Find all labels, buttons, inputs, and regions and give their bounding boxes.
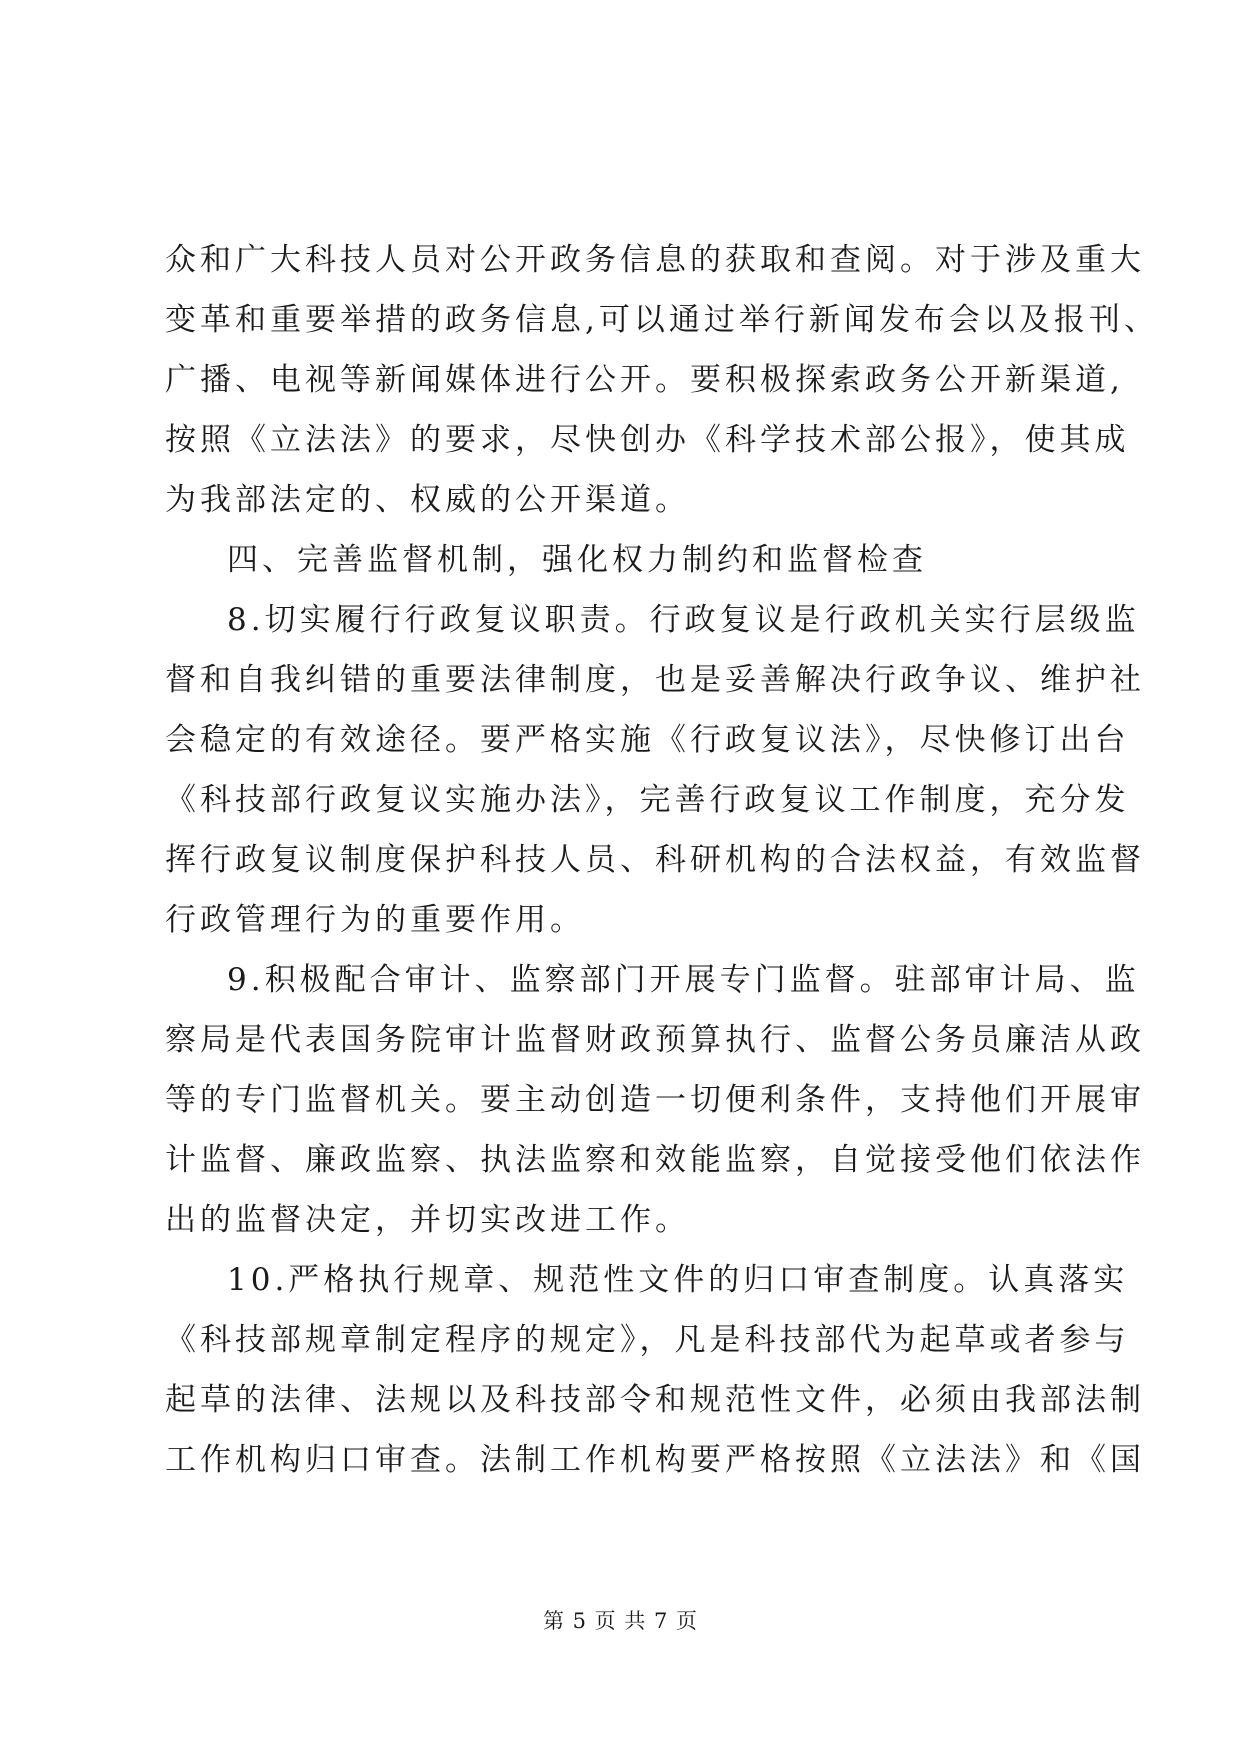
text-line: 9.积极配合审计、监察部门开展专门监督。驻部审计局、监 xyxy=(227,962,1140,998)
text-line: 起草的法律、法规以及科技部令和规范性文件，必须由我部法制 xyxy=(165,1382,1145,1418)
text-line: 行政管理行为的重要作用。 xyxy=(165,902,585,938)
page-footer: 第 5 页 共 7 页 xyxy=(542,1609,699,1633)
text-line: 督和自我纠错的重要法律制度，也是妥善解决行政争议、维护社 xyxy=(165,662,1145,698)
text-line: 会稳定的有效途径。要严格实施《行政复议法》，尽快修订出台 xyxy=(165,722,1130,758)
text-line: 《科技部行政复议实施办法》，完善行政复议工作制度，充分发 xyxy=(165,782,1130,818)
text-line: 按照《立法法》的要求，尽快创办《科学技术部公报》，使其成 xyxy=(165,422,1130,458)
text-line: 等的专门监督机关。要主动创造一切便利条件，支持他们开展审 xyxy=(165,1082,1145,1118)
text-line: 广播、电视等新闻媒体进行公开。要积极探索政务公开新渠道, xyxy=(165,362,1124,398)
text-line: 《科技部规章制定程序的规定》，凡是科技部代为起草或者参与 xyxy=(165,1322,1130,1358)
text-line: 10.严格执行规章、规范性文件的归口审查制度。认真落实 xyxy=(227,1262,1129,1298)
text-line: 出的监督决定，并切实改进工作。 xyxy=(165,1202,690,1238)
text-line: 为我部法定的、权威的公开渠道。 xyxy=(165,482,690,518)
text-line: 察局是代表国务院审计监督财政预算执行、监督公务员廉洁从政 xyxy=(165,1022,1145,1058)
text-line: 8.切实履行行政复议职责。行政复议是行政机关实行层级监 xyxy=(227,602,1140,638)
text-line: 变革和重要举措的政务信息,可以通过举行新闻发布会以及报刊、 xyxy=(165,302,1159,338)
text-line: 计监督、廉政监察、执法监察和效能监察，自觉接受他们依法作 xyxy=(165,1142,1145,1178)
text-line: 众和广大科技人员对公开政务信息的获取和查阅。对于涉及重大 xyxy=(165,242,1145,278)
text-line: 工作机构归口审查。法制工作机构要严格按照《立法法》和《国 xyxy=(165,1442,1145,1478)
text-line: 四、完善监督机制，强化权力制约和监督检查 xyxy=(227,542,927,578)
text-line: 挥行政复议制度保护科技人员、科研机构的合法权益，有效监督 xyxy=(165,842,1145,878)
document-body xyxy=(165,230,1159,1490)
